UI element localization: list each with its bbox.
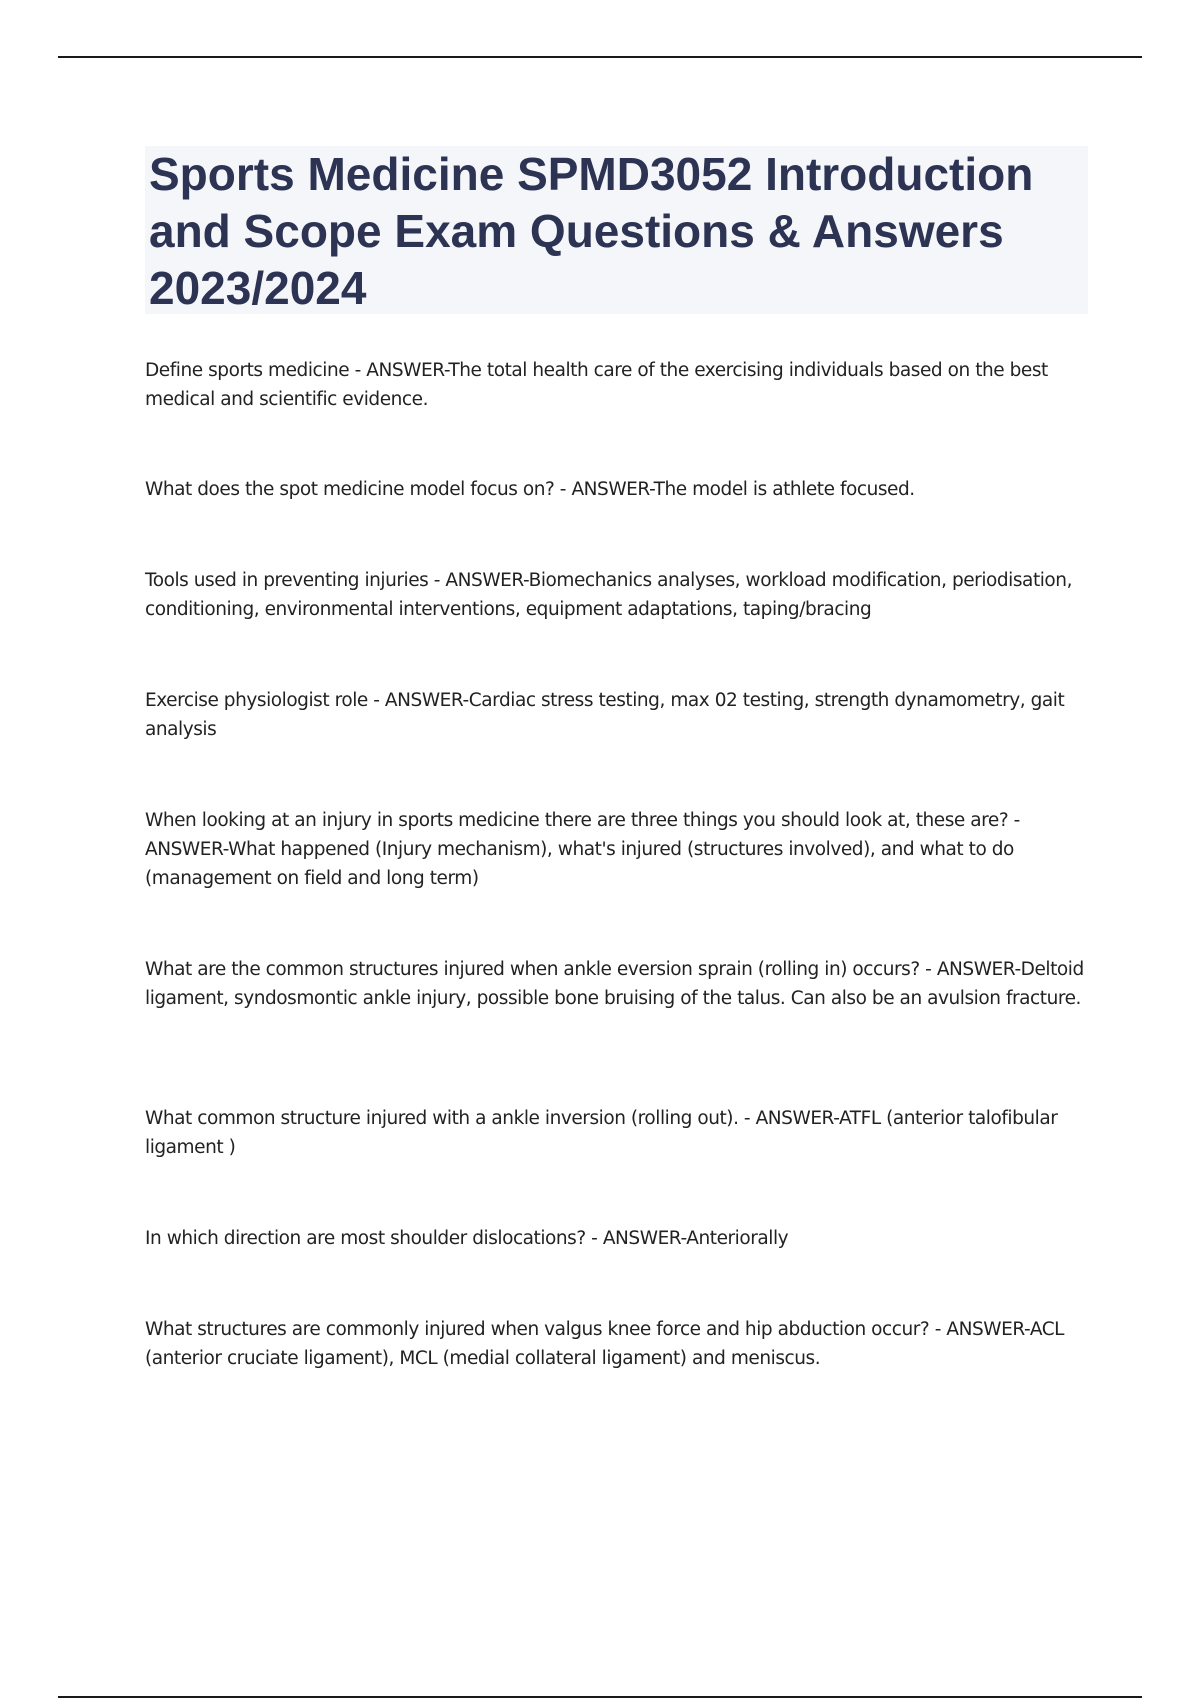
- qa-item: [145, 475, 1090, 504]
- qa-item: [145, 356, 1090, 414]
- question-text: What are the common structures injured when ankle eversion sprain (rolling in) occurs?: [145, 959, 920, 980]
- question-text: Exercise physiologist role: [145, 690, 368, 711]
- document-title: Sports Medicine SPMD3052 Introduction and Scope Exam Questions & Answers 2023/2024: [149, 148, 1034, 314]
- top-rule: [58, 56, 1142, 58]
- qa-item: [145, 1224, 1090, 1253]
- question-text: Tools used in preventing injuries: [145, 570, 429, 591]
- answer-text: The total health care of the exercising individuals based on the best medical and scientific evidence.: [145, 360, 1048, 410]
- qa-item: [145, 806, 1090, 893]
- answer-text: Biomechanics analyses, workload modification, periodisation, conditioning, environmental interventions, equipment adaptations, taping/bracing: [145, 570, 1073, 620]
- qa-item: [145, 686, 1090, 744]
- answer-separator: - ANSWER-: [738, 1108, 840, 1129]
- qa-item: [145, 955, 1090, 1013]
- answer-separator: - ANSWER-: [585, 1228, 687, 1249]
- answer-separator: - ANSWER-: [919, 959, 1021, 980]
- answer-separator: - ANSWER-: [145, 810, 1020, 860]
- question-text: What common structure injured with a ankle inversion (rolling out).: [145, 1108, 739, 1129]
- question-text: What structures are commonly injured when valgus knee force and hip abduction occur?: [145, 1319, 930, 1340]
- qa-item: [145, 1315, 1090, 1373]
- answer-text: What happened (Injury mechanism), what's injured (structures involved), and what to do (management on field and long term): [145, 839, 1014, 889]
- answer-separator: - ANSWER-: [554, 479, 654, 500]
- title-banner: [145, 146, 1088, 314]
- answer-text: Deltoid ligament, syndosmontic ankle injury, possible bone bruising of the talus. Can also be an avulsion fracture.: [145, 959, 1084, 1009]
- answer-text: ACL (anterior cruciate ligament), MCL (medial collateral ligament) and meniscus.: [145, 1319, 1065, 1369]
- answer-text: The model is athlete focused.: [653, 479, 915, 500]
- answer-text: Cardiac stress testing, max 02 testing, strength dynamometry, gait analysis: [145, 690, 1065, 740]
- answer-separator: - ANSWER-: [929, 1319, 1030, 1340]
- qa-item: [145, 566, 1090, 624]
- answer-separator: - ANSWER-: [428, 570, 529, 591]
- answer-text: Anteriorally: [686, 1228, 789, 1249]
- answer-separator: - ANSWER-: [367, 690, 469, 711]
- qa-item: [145, 1104, 1090, 1162]
- question-text: What does the spot medicine model focus on?: [145, 479, 555, 500]
- answer-separator: - ANSWER-: [349, 360, 449, 381]
- question-text: Define sports medicine: [145, 360, 350, 381]
- bottom-rule: [58, 1696, 1142, 1698]
- question-text: When looking at an injury in sports medicine there are three things you should look at, these are?: [145, 810, 1009, 831]
- answer-text: ATFL (anterior talofibular ligament ): [145, 1108, 1058, 1158]
- question-text: In which direction are most shoulder dislocations?: [145, 1228, 586, 1249]
